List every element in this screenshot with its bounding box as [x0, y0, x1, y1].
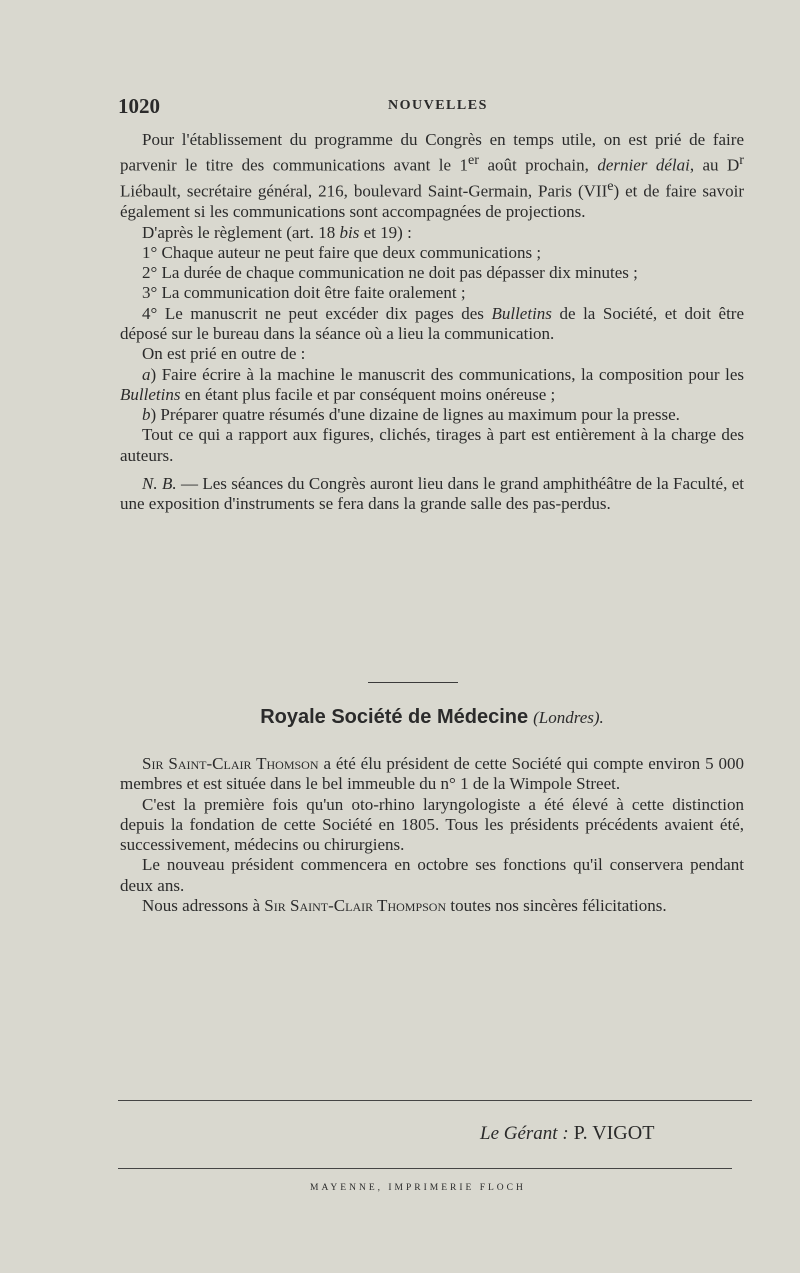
section-divider: [368, 682, 458, 683]
gerant-line: Le Gérant : P. VIGOT: [480, 1122, 655, 1144]
footer-divider: [118, 1168, 732, 1169]
paragraph: Le nouveau président commencera en octobre ses fonctions qu'il conservera pendant deux ans.: [120, 855, 744, 895]
paragraph: Sir Saint-Clair Thomson a été élu président de cette Société qui compte environ 5 000 membres et est située dans le bel immeuble du n° 1 de la Wimpole Street.: [120, 754, 744, 794]
section-title: Royale Société de Médecine (Londres).: [260, 706, 604, 728]
paragraph: On est prié en outre de :: [142, 344, 306, 364]
rule-item: 3° La communication doit être faite oralement ;: [142, 283, 466, 303]
paragraph: Nous adressons à Sir Saint-Clair Thompson toutes nos sincères félicitations.: [142, 896, 667, 916]
paragraph: D'après le règlement (art. 18 bis et 19) :: [142, 222, 412, 242]
list-item: a) Faire écrire à la machine le manuscrit des communications, la composition pour les Bulletins en étant plus facile et par conséquent moins onéreuse ;: [120, 364, 744, 404]
congress-notice: [120, 130, 744, 515]
running-head: NOUVELLES: [388, 98, 488, 113]
rule-item: 4° Le manuscrit ne peut excéder dix pages des Bulletins de la Société, et doit être déposé sur le bureau dans la séance où a lieu la communication.: [120, 303, 745, 343]
society-notice: [120, 754, 744, 916]
list-item: b) Préparer quatre résumés d'une dizaine de lignes au maximum pour la presse.: [142, 405, 680, 425]
printer-imprint: MAYENNE, IMPRIMERIE FLOCH: [310, 1183, 526, 1193]
rule-item: 2° La durée de chaque communication ne doit pas dépasser dix minutes ;: [142, 263, 638, 283]
paragraph: Pour l'établissement du programme du Congrès en temps utile, on est prié de faire parvenir le titre des communications avant le 1er août prochain, dernier délai, au $D^r$ Liébault, secrétaire général, 216, boulevard Saint-Germain, Paris (VIIe) et de faire savoir également si les communications sont accompagnées de projections.: [120, 130, 744, 222]
nota-bene: N. B. — Les séances du Congrès auront lieu dans le grand amphithéâtre de la Faculté, et une exposition d'instruments se fera dans la grande salle des pas-perdus.: [120, 474, 744, 514]
page-header: [118, 94, 738, 124]
footer-divider: [118, 1100, 752, 1101]
page-number: 1020: [118, 94, 160, 118]
paragraph: Tout ce qui a rapport aux figures, clichés, tirages à part est entièrement à la charge des auteurs.: [120, 425, 744, 465]
paragraph: C'est la première fois qu'un oto-rhino laryngologiste a été élevé à cette distinction depuis la fondation de cette Société en 1805. Tous les présidents précédents avaient été, successivement, médecins ou chirurgiens.: [120, 794, 744, 855]
rule-item: 1° Chaque auteur ne peut faire que deux communications ;: [142, 242, 542, 262]
